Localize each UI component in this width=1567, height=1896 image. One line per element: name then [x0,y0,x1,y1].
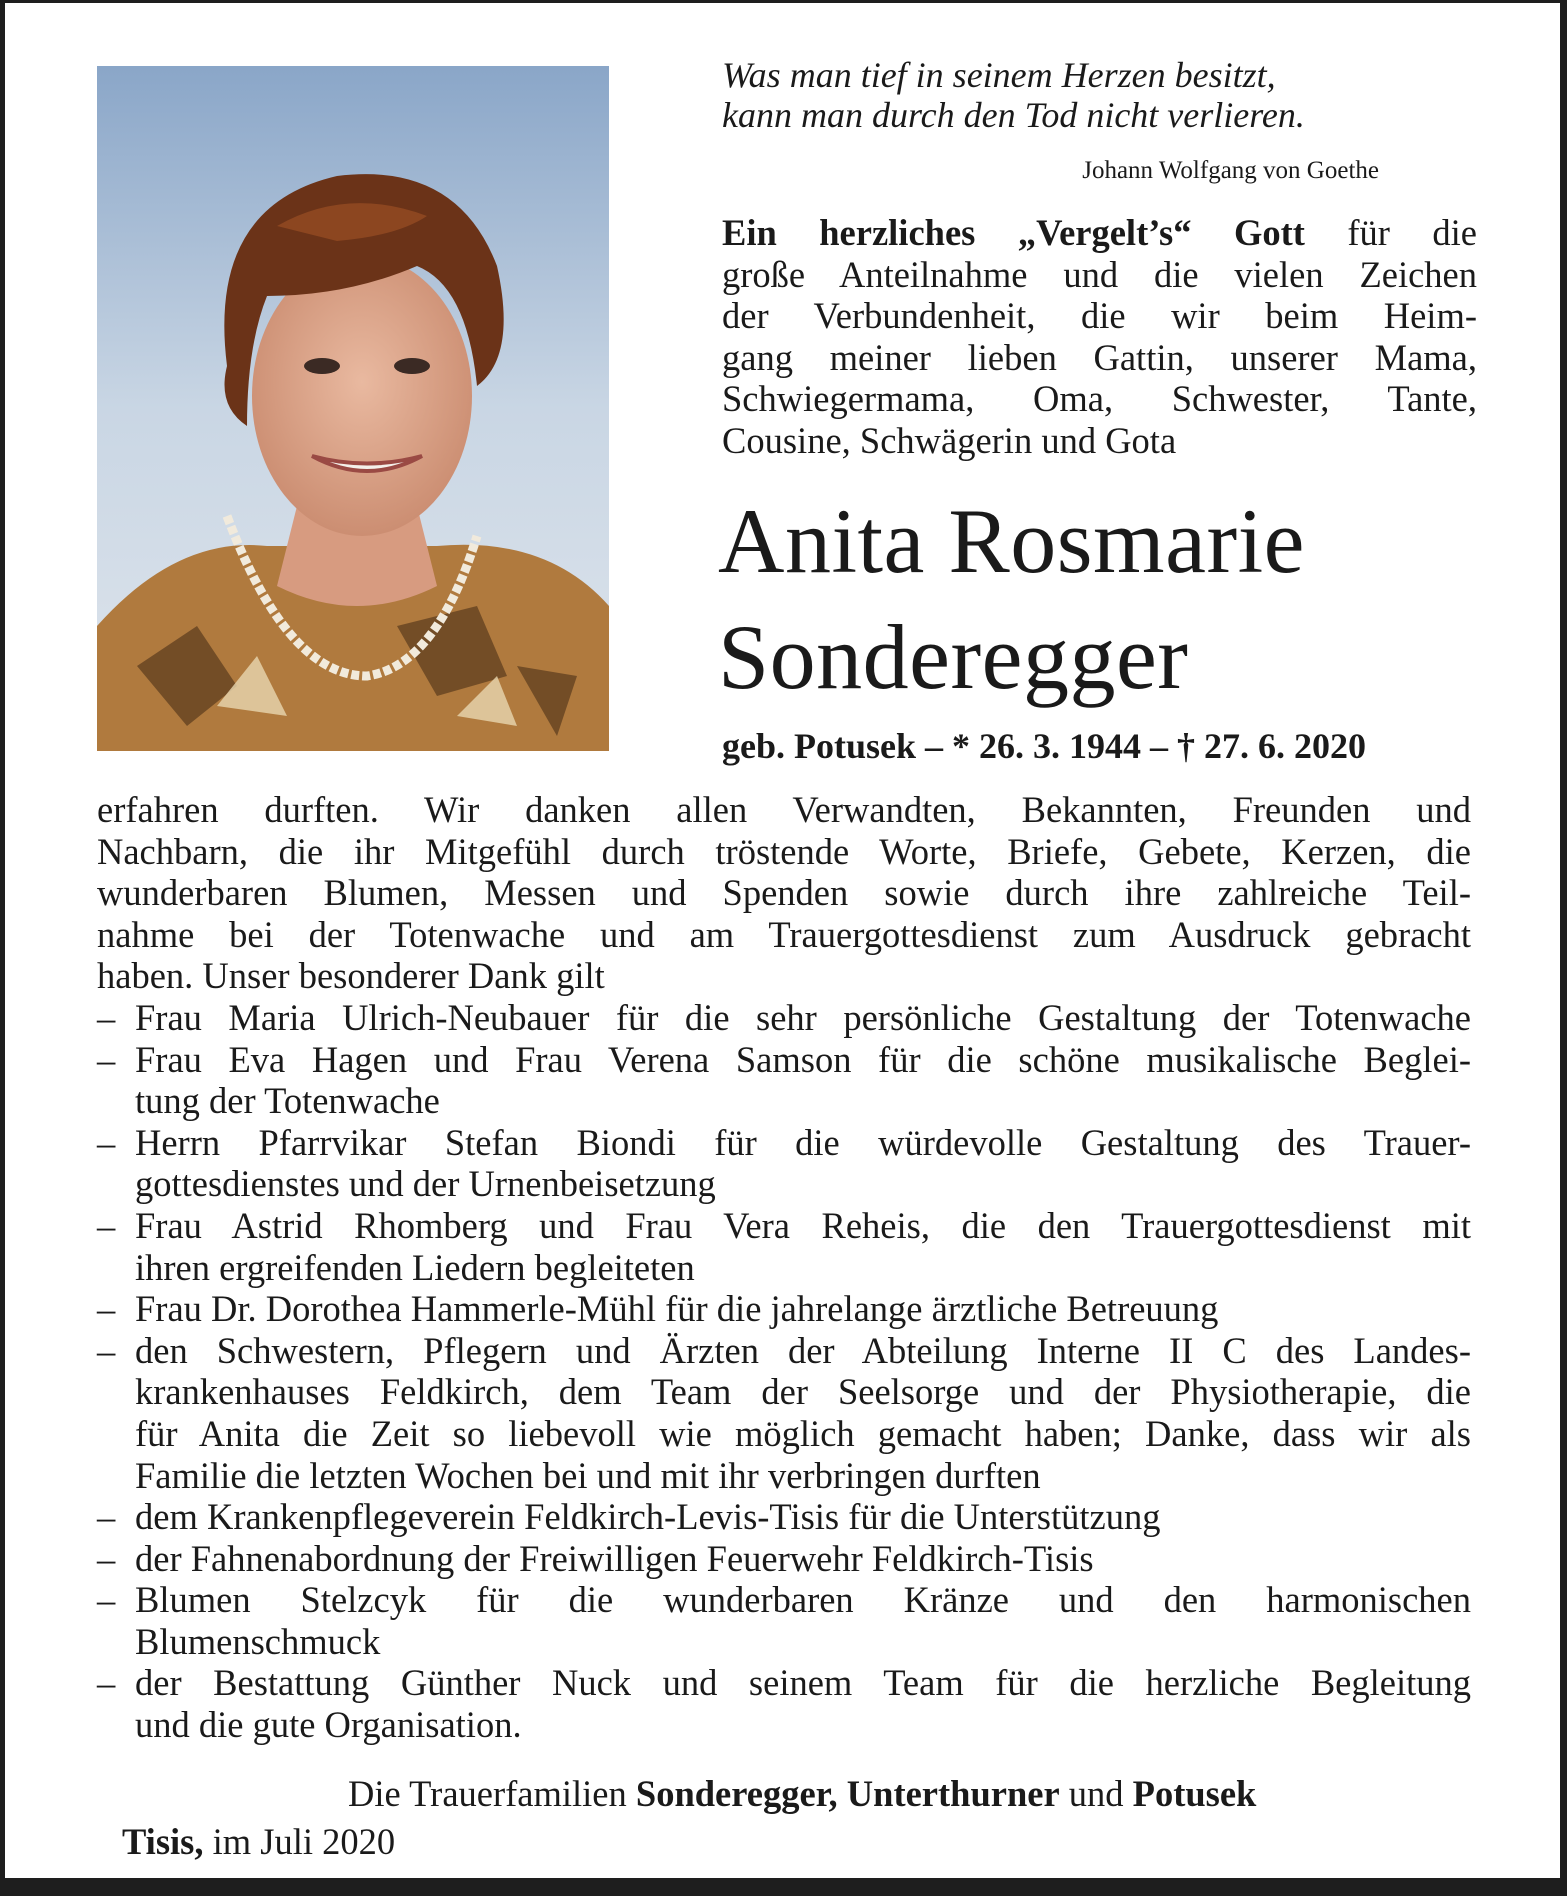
list-dash: – [97,1038,116,1080]
body-line [97,1080,1471,1122]
body-line [97,1371,1471,1413]
body-line [97,1247,1471,1289]
body-line-text: nahme bei der Totenwache und am Trauergottesdienst zum Ausdruck gebracht [97,913,1471,955]
body-line-text: Herrn Pfarrvikar Stefan Biondi für die würdevolle Gestaltung des Trauer- [135,1121,1471,1163]
thanks-line: der Verbundenheit, die wir beim Heim- [722,295,1477,337]
body-line-text: Blumen Stelzcyk für die wunderbaren Kränze und den harmonischen [135,1579,1471,1621]
thanks-paragraph [722,212,1477,462]
list-dash: – [97,1579,116,1621]
life-dates: geb. Potusek – * 26. 3. 1944 – † 27. 6. 2020 [722,726,1367,766]
body-line-text: Frau Maria Ulrich-Neubauer für die sehr persönliche Gestaltung der Totenwache [135,996,1471,1038]
list-dash: – [97,1662,116,1704]
list-dash: – [97,1496,116,1538]
body-line [97,1621,1471,1663]
thanks-line: gang meiner lieben Gattin, unserer Mama, [722,336,1477,378]
body-line-text: ihren ergreifenden Liedern begleiteten [135,1246,695,1288]
list-dash: – [97,1204,116,1246]
deceased-name-last: Sonderegger [718,606,1189,708]
family-name: Potusek [1132,1773,1257,1814]
portrait-photo [97,66,609,751]
list-item-line [97,1288,1471,1330]
body-line [97,872,1471,914]
thanks-line [722,212,1477,254]
body-line-text: erfahren durften. Wir danken allen Verwandten, Bekannten, Freunden und [97,789,1471,830]
body-line-text: Frau Dr. Dorothea Hammerle-Mühl für die jahrelange ärztliche Betreuung [135,1288,1219,1330]
list-item-line [97,997,1471,1039]
place: Tisis, [122,1821,204,1862]
list-dash: – [97,1288,116,1330]
family-names: Sonderegger, Unterthurner [635,1773,1060,1814]
list-dash: – [97,1121,116,1163]
body-line-text: der Bestattung Günther Nuck und seinem Team für die herzliche Begleitung [135,1662,1471,1704]
list-item-line [97,1538,1471,1580]
body-line [97,955,1471,997]
body-line-text: Frau Astrid Rhomberg und Frau Vera Reheis, die den Trauergottesdienst mit [135,1204,1471,1246]
body-line [97,914,1471,956]
body-line-text: Blumenschmuck [135,1620,381,1662]
thanks-heading: Ein herzliches „Vergelt’s“ Gott [722,212,1305,253]
body-line [97,1704,1471,1746]
body-line-text: und die gute Organisation. [135,1704,522,1746]
body-line-text: tung der Totenwache [135,1080,440,1122]
date: im Juli 2020 [203,1821,396,1862]
deceased-name-first: Anita Rosmarie [718,490,1305,592]
body-line-text: wunderbaren Blumen, Messen und Spenden sowie durch ihre zahlreiche Teil- [97,872,1471,914]
list-dash: – [97,1329,116,1371]
list-item-line [97,1330,1471,1372]
list-item-line [97,1205,1471,1247]
body-line-text: krankenhauses Feldkirch, dem Team der Seelsorge und der Physiotherapie, die [135,1371,1471,1413]
body-line [97,831,1471,873]
list-item-line [97,1039,1471,1081]
thanks-line: große Anteilnahme und die vielen Zeichen [722,253,1477,295]
list-item-line [97,1122,1471,1164]
list-item-line [97,1662,1471,1704]
place-date [122,1821,395,1863]
quote-line: Was man tief in seinem Herzen besitzt, [722,55,1276,95]
body-line [97,1163,1471,1205]
body-line-text: Nachbarn, die ihr Mitgefühl durch tröstende Worte, Briefe, Gebete, Kerzen, die [97,830,1471,872]
body-line [97,1455,1471,1497]
body-line-text: dem Krankenpflegeverein Feldkirch-Levis-Tisis für die Unterstützung [135,1496,1161,1538]
body-line-text: Familie die letzten Wochen bei und mit ihr verbringen durften [135,1454,1041,1496]
body-line-text: Frau Eva Hagen und Frau Verena Samson für die schöne musikalische Beglei- [135,1038,1471,1080]
list-item-line [97,1496,1471,1538]
body-line-text: den Schwestern, Pflegern und Ärzten der Abteilung Interne II C des Landes- [135,1329,1471,1371]
signature-prefix: Die Trauerfamilien [348,1773,636,1814]
signature [348,1773,1256,1815]
quote-block [722,55,1305,135]
body-line-text: haben. Unser besonderer Dank gilt [97,955,605,997]
signature-and: und [1059,1773,1133,1814]
obituary-page [5,3,1560,1878]
list-dash: – [97,996,116,1038]
thanks-line: Cousine, Schwägerin und Gota [722,419,1177,461]
body-line-text: für Anita die Zeit so liebevoll wie möglich gemacht haben; Danke, dass wir als [135,1412,1471,1454]
thanks-text: für die [1304,212,1477,253]
body-line-text: der Fahnenabordnung der Freiwilligen Feuerwehr Feldkirch-Tisis [135,1537,1094,1579]
body-text [97,789,1471,1746]
quote-attribution: Johann Wolfgang von Goethe [1082,157,1379,184]
body-line [97,789,1471,831]
body-line-text: gottesdienstes und der Urnenbeisetzung [135,1163,716,1205]
thanks-line: Schwiegermama, Oma, Schwester, Tante, [722,378,1477,420]
list-item-line [97,1579,1471,1621]
list-dash: – [97,1537,116,1579]
body-line [97,1413,1471,1455]
quote-line: kann man durch den Tod nicht verlieren. [722,95,1305,135]
